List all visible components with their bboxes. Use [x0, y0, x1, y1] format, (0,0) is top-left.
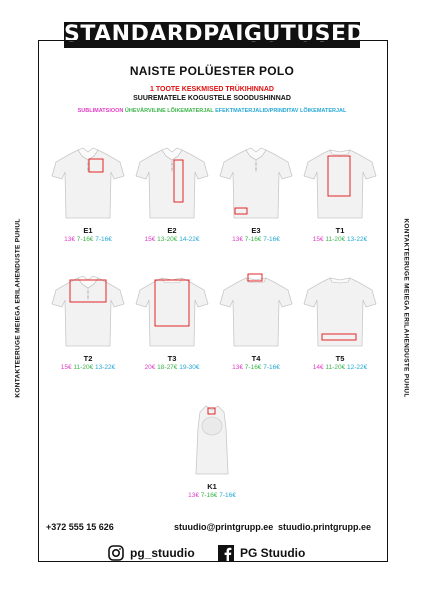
- placement-t3: [132, 270, 212, 372]
- placement-t5: [300, 270, 380, 372]
- placement-code: T5: [335, 354, 345, 363]
- contact-phone[interactable]: +372 555 15 626: [46, 522, 114, 532]
- placement-t1: [300, 142, 380, 244]
- polo-front-image: [132, 142, 212, 222]
- instagram-icon: [108, 545, 124, 561]
- price-single-color: 11-20€: [73, 364, 94, 371]
- polo-front-image: [48, 142, 128, 222]
- price-sublimation: 20€: [144, 364, 156, 371]
- placement-code: T1: [335, 226, 345, 235]
- placement-prices: [132, 363, 212, 372]
- placement-prices: [300, 363, 380, 372]
- price-effect: 13-22€: [347, 236, 368, 243]
- legend-single-color: ÜHEVÄRVILINE LÕIKEMATERJAL: [124, 108, 214, 114]
- placement-prices: [132, 235, 212, 244]
- placement-prices: [216, 235, 296, 244]
- placement-prices: [216, 363, 296, 372]
- instagram-link[interactable]: [108, 545, 195, 561]
- price-single-color: 7-16€: [244, 236, 262, 243]
- price-effect: 19-30€: [179, 364, 200, 371]
- placement-prices: [48, 235, 128, 244]
- placement-e1: [48, 142, 128, 244]
- page-title: STANDARDPAIGUTUSED: [64, 22, 366, 47]
- price-effect: 13-22€: [95, 364, 116, 371]
- polo-back-image: [216, 270, 296, 350]
- price-effect: 7-16€: [263, 236, 280, 243]
- side-note-left: KONTAKTEERUGE MEIEGA ERILAHENDUSTE PUHUL: [14, 218, 22, 398]
- placement-e3: [216, 142, 296, 244]
- price-effect: 7-16€: [95, 236, 112, 243]
- placement-code: T2: [83, 354, 93, 363]
- placement-t2: [48, 270, 128, 372]
- placement-prices: [172, 491, 252, 500]
- price-effect: 7-16€: [219, 492, 236, 499]
- placement-code: E2: [167, 226, 177, 235]
- price-single-color: 11-20€: [325, 236, 346, 243]
- placement-code: T3: [167, 354, 177, 363]
- price-single-color: 7-16€: [244, 364, 262, 371]
- price-single-color: 11-20€: [325, 364, 346, 371]
- polo-front-image: [216, 142, 296, 222]
- facebook-link[interactable]: [218, 545, 305, 561]
- price-sublimation: 14€: [312, 364, 324, 371]
- bulk-discount-note: SUUREMATELE KOGUSTELE SOODUSHINNAD: [133, 95, 291, 102]
- side-note-right: KONTAKTEERUGE MEIEGA ERILAHENDUSTE PUHUL: [402, 218, 410, 398]
- placement-code: E3: [251, 226, 261, 235]
- price-sublimation: 13€: [188, 492, 199, 499]
- placement-code: T4: [251, 354, 261, 363]
- polo-back-image: [300, 142, 380, 222]
- price-effect: 12-22€: [347, 364, 368, 371]
- polo-back-image: [300, 270, 380, 350]
- product-subtitle: NAISTE POLÜESTER POLO: [129, 64, 295, 78]
- polo-back-image: [132, 270, 212, 350]
- price-sublimation: 15€: [312, 236, 324, 243]
- price-single-color: 18-27€: [157, 364, 178, 371]
- price-sublimation: 13€: [232, 236, 243, 243]
- polo-front-image: [48, 270, 128, 350]
- placement-e2: [132, 142, 212, 244]
- placement-k1: [172, 398, 252, 500]
- legend-sublimation: SUBLIMATSIOON: [77, 108, 124, 114]
- polo-side-image: [172, 398, 252, 478]
- placement-t4: [216, 270, 296, 372]
- price-effect: 14-22€: [179, 236, 200, 243]
- placement-prices: [300, 235, 380, 244]
- placement-code: K1: [207, 482, 217, 491]
- price-sublimation: 15€: [60, 364, 72, 371]
- contact-email[interactable]: stuudio@printgrupp.ee: [174, 522, 274, 532]
- instagram-handle: pg_stuudio: [130, 546, 195, 560]
- price-single-color: 13-20€: [157, 236, 178, 243]
- price-single-color: 7-16€: [76, 236, 94, 243]
- placement-prices: [48, 363, 128, 372]
- price-effect: 7-16€: [263, 364, 280, 371]
- facebook-page: PG Stuudio: [240, 546, 306, 560]
- materials-legend: [0, 108, 424, 114]
- price-sublimation: 13€: [232, 364, 243, 371]
- contact-website[interactable]: stuudio.printgrupp.ee: [278, 522, 371, 532]
- average-prices-note: 1 TOOTE KESKMISED TRÜKIHINNAD: [150, 86, 274, 93]
- price-sublimation: 13€: [64, 236, 75, 243]
- price-sublimation: 15€: [144, 236, 156, 243]
- placement-code: E1: [83, 226, 93, 235]
- facebook-icon: [218, 545, 234, 561]
- legend-effect: EFEKTMATERJALID/PRINDITAV LÕIKEMATERJAL: [215, 108, 347, 114]
- price-single-color: 7-16€: [200, 492, 218, 499]
